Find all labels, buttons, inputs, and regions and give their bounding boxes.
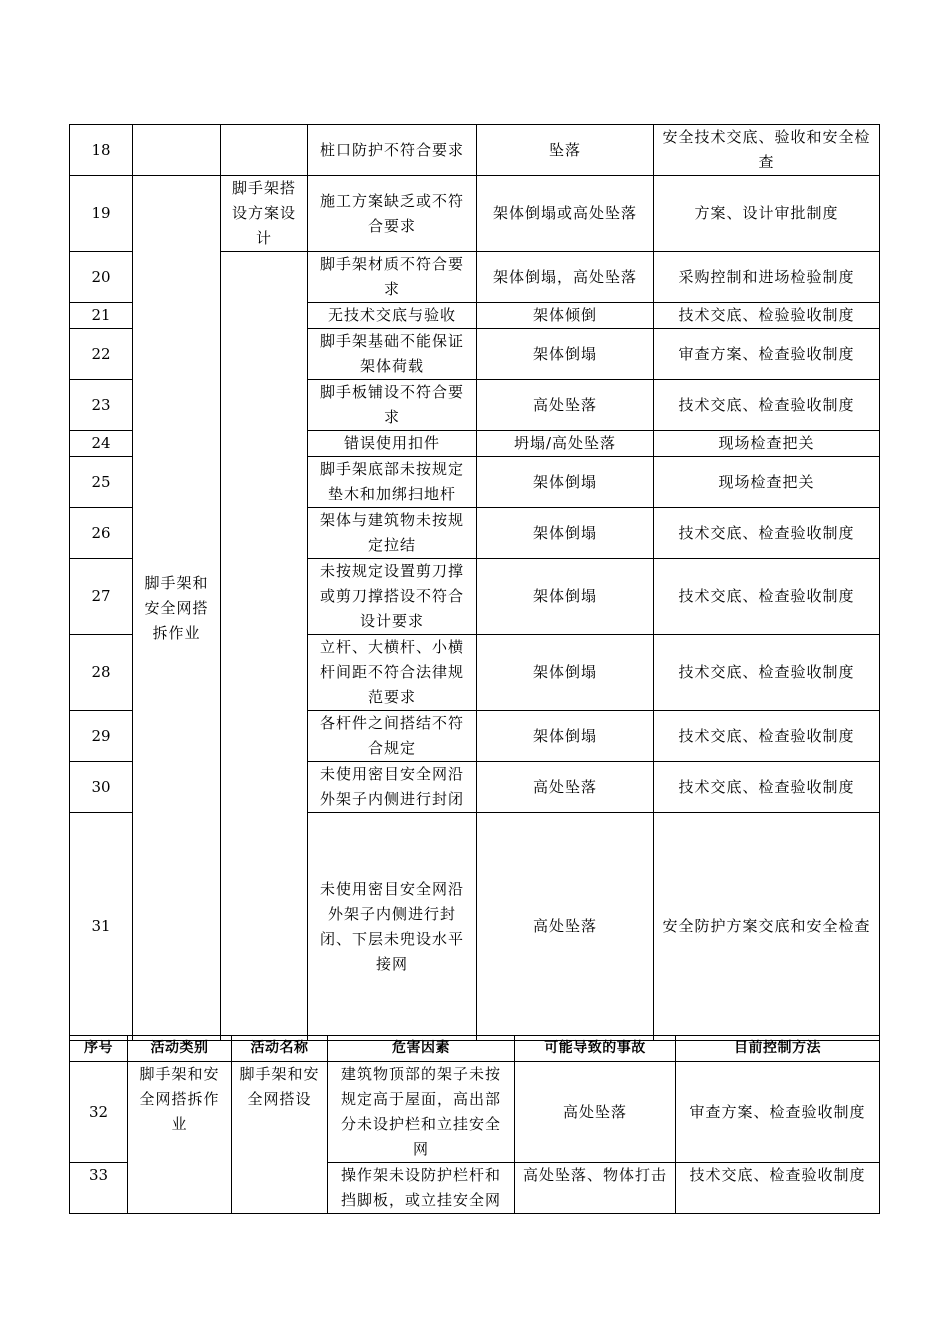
hazard-cell: 建筑物顶部的架子未按规定高于屋面，高出部分未设护栏和立挂安全网 xyxy=(328,1062,515,1163)
control-cell: 技术交底、检查验收制度 xyxy=(654,380,880,431)
accident-cell: 高处坠落 xyxy=(477,762,654,813)
hazard-cell: 脚手架底部未按规定垫木和加绑扫地杆 xyxy=(308,457,477,508)
row-number: 30 xyxy=(70,762,133,813)
control-cell: 技术交底、检查验收制度 xyxy=(676,1163,880,1214)
row-number: 27 xyxy=(70,559,133,635)
activity-cell-empty xyxy=(221,125,308,176)
control-cell: 审查方案、检查验收制度 xyxy=(654,329,880,380)
control-cell: 现场检查把关 xyxy=(654,431,880,457)
accident-cell: 架体倒塌，高处坠落 xyxy=(477,252,654,303)
control-cell: 技术交底、检查验收制度 xyxy=(654,711,880,762)
accident-cell: 高处坠落 xyxy=(477,813,654,1041)
hazard-cell: 各杆件之间搭结不符合规定 xyxy=(308,711,477,762)
control-cell: 技术交底、检查验收制度 xyxy=(654,635,880,711)
table-row xyxy=(70,176,880,252)
accident-cell: 架体倒塌 xyxy=(477,508,654,559)
row-number: 19 xyxy=(70,176,133,252)
accident-cell: 架体倒塌 xyxy=(477,329,654,380)
hazard-cell: 脚手架材质不符合要求 xyxy=(308,252,477,303)
activity-cell: 脚手架搭设方案设计 xyxy=(221,176,308,252)
table-row xyxy=(70,125,880,176)
control-cell: 现场检查把关 xyxy=(654,457,880,508)
accident-cell: 高处坠落、物体打击 xyxy=(515,1163,676,1214)
control-cell: 审查方案、检查验收制度 xyxy=(676,1062,880,1163)
hazard-cell: 施工方案缺乏或不符合要求 xyxy=(308,176,477,252)
control-cell: 技术交底、检查验收制度 xyxy=(654,762,880,813)
row-number: 25 xyxy=(70,457,133,508)
accident-cell: 高处坠落 xyxy=(477,380,654,431)
hazard-cell: 未按规定设置剪刀撑或剪刀撑搭设不符合设计要求 xyxy=(308,559,477,635)
control-cell: 技术交底、检查验收制度 xyxy=(654,559,880,635)
column-header-accident: 可能导致的事故 xyxy=(515,1036,676,1062)
column-header-number: 序号 xyxy=(70,1036,128,1062)
table-row xyxy=(70,1062,880,1163)
row-number: 21 xyxy=(70,303,133,329)
hazard-table-continued xyxy=(69,124,880,1041)
hazard-cell: 未使用密目安全网沿外架子内侧进行封闭 xyxy=(308,762,477,813)
category-cell: 脚手架和安全网搭拆作业 xyxy=(133,176,221,1041)
row-number: 22 xyxy=(70,329,133,380)
control-cell: 采购控制和进场检验制度 xyxy=(654,252,880,303)
hazard-cell: 错误使用扣件 xyxy=(308,431,477,457)
category-cell: 脚手架和安全网搭拆作业 xyxy=(128,1062,232,1214)
accident-cell: 架体倒塌 xyxy=(477,711,654,762)
accident-cell: 架体倒塌或高处坠落 xyxy=(477,176,654,252)
row-number: 32 xyxy=(70,1062,128,1163)
activity-cell-empty xyxy=(221,252,308,1041)
activity-cell: 脚手架和安全网搭设 xyxy=(232,1062,328,1214)
hazard-cell: 立杆、大横杆、小横杆间距不符合法律规范要求 xyxy=(308,635,477,711)
control-cell: 安全技术交底、验收和安全检查 xyxy=(654,125,880,176)
control-cell: 技术交底、检验验收制度 xyxy=(654,303,880,329)
accident-cell: 架体倒塌 xyxy=(477,635,654,711)
hazard-cell: 无技术交底与验收 xyxy=(308,303,477,329)
row-number: 24 xyxy=(70,431,133,457)
header-row xyxy=(70,1036,880,1062)
column-header-control: 目前控制方法 xyxy=(676,1036,880,1062)
column-header-category: 活动类别 xyxy=(128,1036,232,1062)
control-cell: 技术交底、检查验收制度 xyxy=(654,508,880,559)
accident-cell: 高处坠落 xyxy=(515,1062,676,1163)
accident-cell: 架体倒塌 xyxy=(477,457,654,508)
accident-cell: 架体倾倒 xyxy=(477,303,654,329)
hazard-cell: 未使用密目安全网沿外架子内侧进行封闭、下层未兜设水平接网 xyxy=(308,813,477,1041)
row-number: 20 xyxy=(70,252,133,303)
hazard-cell: 脚手板铺设不符合要求 xyxy=(308,380,477,431)
accident-cell: 坍塌/高处坠落 xyxy=(477,431,654,457)
row-number: 29 xyxy=(70,711,133,762)
hazard-cell: 脚手架基础不能保证架体荷载 xyxy=(308,329,477,380)
category-cell-empty xyxy=(133,125,221,176)
accident-cell: 坠落 xyxy=(477,125,654,176)
row-number: 26 xyxy=(70,508,133,559)
column-header-hazard: 危害因素 xyxy=(328,1036,515,1062)
control-cell: 方案、设计审批制度 xyxy=(654,176,880,252)
hazard-table-section xyxy=(69,1035,880,1214)
row-number: 28 xyxy=(70,635,133,711)
row-number: 33 xyxy=(70,1163,128,1214)
hazard-cell: 桩口防护不符合要求 xyxy=(308,125,477,176)
row-number: 18 xyxy=(70,125,133,176)
accident-cell: 架体倒塌 xyxy=(477,559,654,635)
control-cell: 安全防护方案交底和安全检查 xyxy=(654,813,880,1041)
row-number: 31 xyxy=(70,813,133,1041)
hazard-cell: 操作架未设防护栏杆和挡脚板，或立挂安全网 xyxy=(328,1163,515,1214)
column-header-activity: 活动名称 xyxy=(232,1036,328,1062)
row-number: 23 xyxy=(70,380,133,431)
hazard-cell: 架体与建筑物未按规定拉结 xyxy=(308,508,477,559)
